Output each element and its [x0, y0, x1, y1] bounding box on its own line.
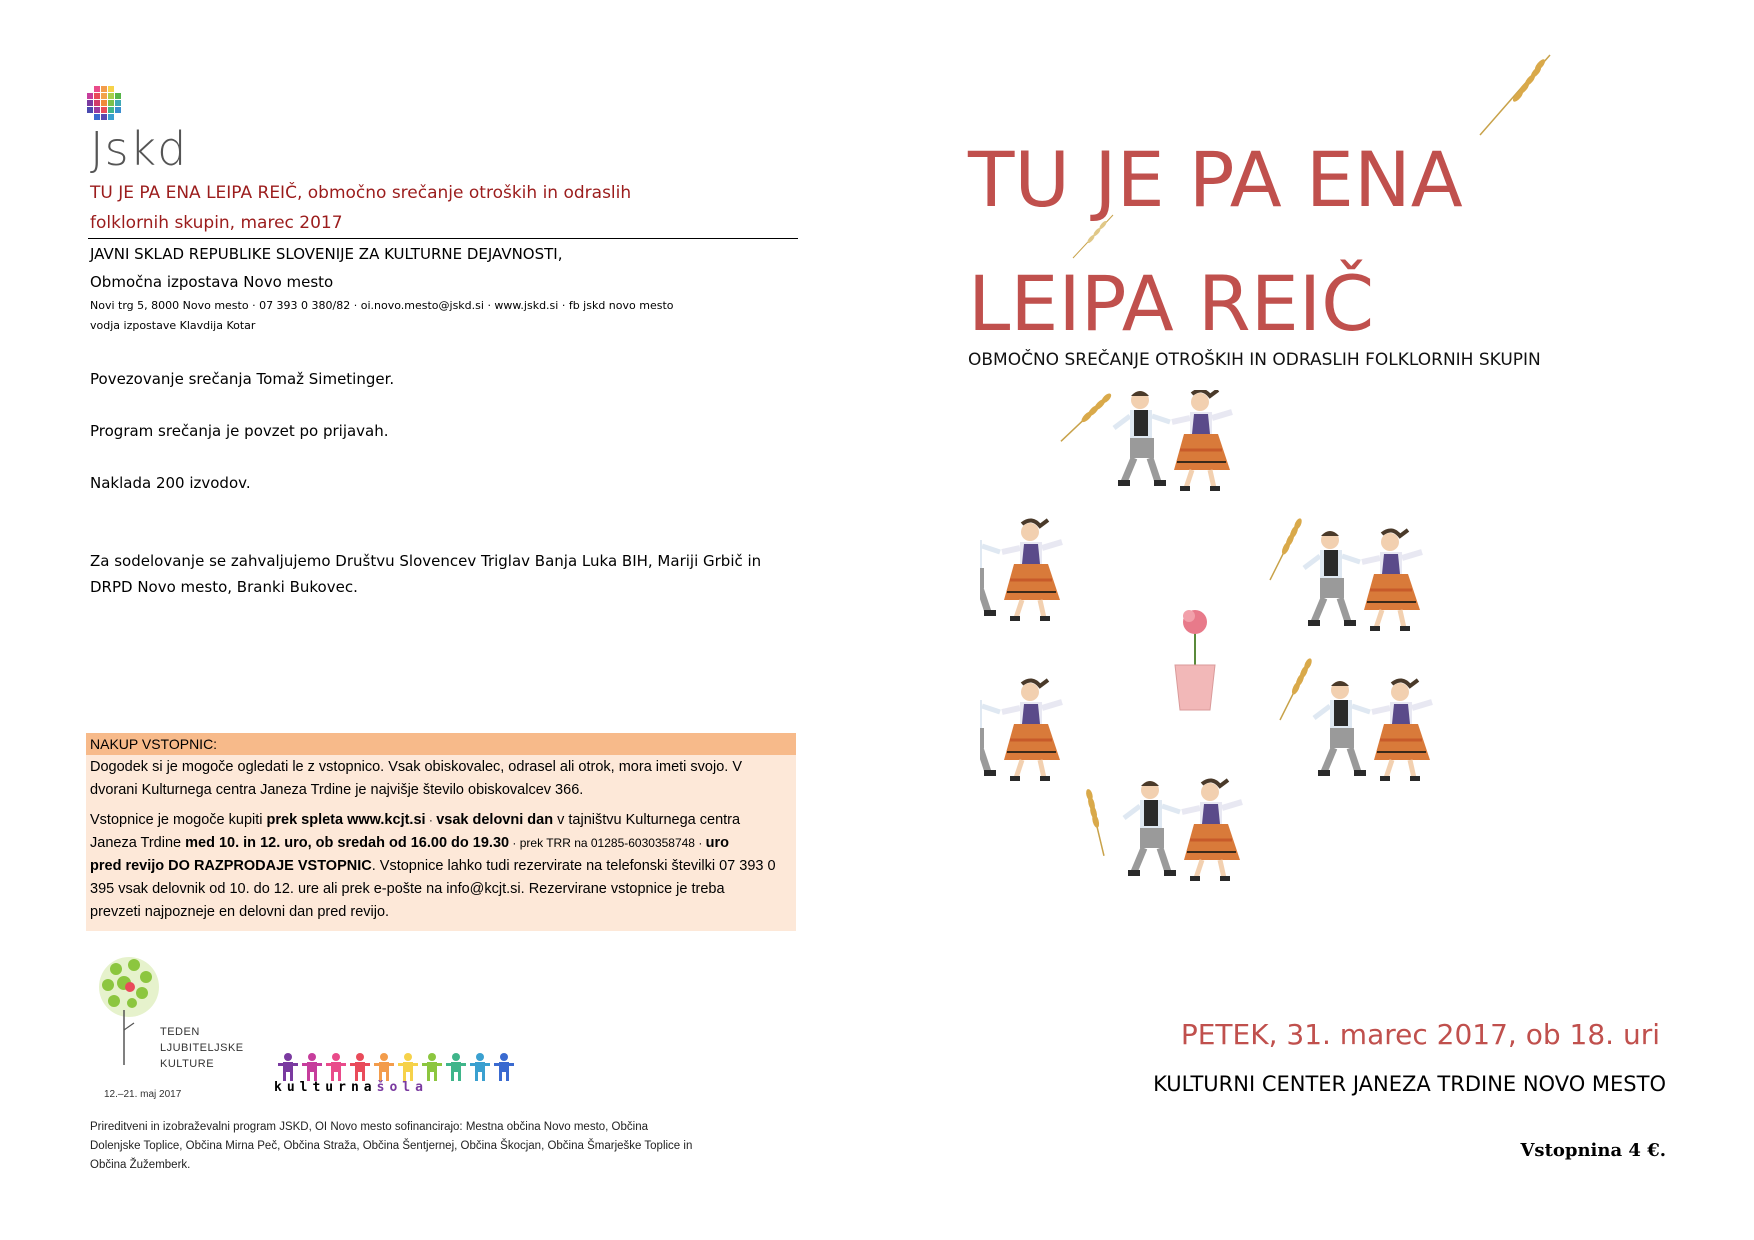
ticket-reserve-text-2: 395 vsak delovnik od 10. do 12. ure ali prek e-pošte na info@kcjt.si. Rezervirane vstopnice je treba	[90, 881, 725, 897]
kulturna-sola-people-icon	[278, 1052, 518, 1082]
folk-dancers-illustration	[980, 390, 1680, 1010]
event-title-line2: LEIPA REIČ	[968, 259, 1375, 348]
jskd-logo-text: Jskd	[90, 122, 188, 176]
header-divider	[88, 238, 798, 239]
contact-info	[90, 296, 790, 336]
ticket-text-2	[90, 809, 790, 924]
thanks-paragraph	[90, 548, 790, 600]
ticket-online-link[interactable]: prek spleta www.kcjt.si	[266, 812, 426, 828]
ticket-center-name: Janeza Trdine	[90, 835, 186, 851]
tree-logo-icon	[94, 955, 164, 1070]
event-title-line1: TU JE PA ENA	[968, 135, 1463, 224]
thanks-line1: Za sodelovanje se zahvaljujemo Društvu Slovencev Triglav Banja Luka BIH, Mariji Grbič in	[90, 552, 762, 570]
header-title	[90, 178, 710, 238]
tree-logo-dates: 12.–21. maj 2017	[104, 1089, 182, 1100]
event-subtitle: OBMOČNO SREČANJE OTROŠKIH IN ODRASLIH FOLKLORNIH SKUPIN	[968, 350, 1541, 370]
ticket-text-1-line2: dvorani Kulturnega centra Janeza Trdine je najvišje število obiskovalcev 366.	[90, 782, 584, 798]
thanks-line2: DRPD Novo mesto, Branki Bukovec.	[90, 578, 358, 596]
ticket-trr: · prek TRR na 01285-6030358748 ·	[509, 836, 706, 850]
event-venue: KULTURNI CENTER JANEZA TRDINE NOVO MESTO	[1153, 1072, 1666, 1096]
ticket-heading: NAKUP VSTOPNIC:	[86, 733, 796, 755]
ticket-text-1	[90, 756, 790, 802]
host-paragraph: Povezovanje srečanja Tomaž Simetinger.	[90, 370, 395, 388]
contact-line2: vodja izpostave Klavdija Kotar	[90, 319, 256, 332]
ticket-workday: vsak delovni dan	[436, 812, 554, 828]
ticket-hour-word: uro	[705, 835, 730, 851]
sola-word: šola	[376, 1080, 428, 1095]
wheat-ear-icon	[1470, 50, 1560, 140]
ticket-office-text: v tajništvu Kulturnega centra	[553, 812, 741, 828]
ticket-hours: med 10. in 12. uro, ob sredah od 16.00 do 19.30	[185, 835, 510, 851]
event-title	[968, 118, 1463, 366]
ticket-pickup-text: prevzeti najpozneje en delovni dan pred revijo.	[90, 904, 390, 920]
ticket-purchase-intro: Vstopnice je mogoče kupiti	[90, 812, 267, 828]
event-date: PETEK, 31. marec 2017, ob 18. uri	[1180, 1018, 1660, 1051]
contact-line1: Novi trg 5, 8000 Novo mesto · 07 393 0 380/82 · oi.novo.mesto@jskd.si · www.jskd.si · fb jskd novo mesto	[90, 299, 674, 312]
separator: ·	[425, 813, 437, 827]
footer-line2: Dolenjske Toplice, Občina Mirna Peč, Občina Straža, Občina Šentjernej, Občina Škocjan, Občina Šmarješke Toplice in	[90, 1140, 693, 1152]
tree-label-line3: KULTURE	[160, 1058, 215, 1070]
kulturna-sola-logo-text	[274, 1080, 428, 1095]
org-line2: Območna izpostava Novo mesto	[90, 273, 334, 291]
header-title-line1: TU JE PA ENA LEIPA REIČ, območno srečanje otroških in odraslih	[90, 183, 632, 203]
tree-logo-label	[160, 1024, 244, 1072]
funding-footer	[90, 1118, 790, 1175]
ticket-reserve-text: . Vstopnice lahko tudi rezervirate na telefonski številki 07 393 0	[371, 858, 776, 874]
org-line1: JAVNI SKLAD REPUBLIKE SLOVENIJE ZA KULTURNE DEJAVNOSTI,	[90, 245, 563, 263]
header-title-line2: folklornih skupin, marec 2017	[90, 213, 343, 233]
tree-label-line2: LJUBITELJSKE	[160, 1042, 244, 1054]
circulation-paragraph: Naklada 200 izvodov.	[90, 474, 251, 492]
ticket-price: Vstopnina 4 €.	[1520, 1140, 1666, 1161]
org-name	[90, 240, 790, 296]
footer-line3: Občina Žužemberk.	[90, 1159, 191, 1171]
tree-label-line1: TEDEN	[160, 1026, 200, 1038]
footer-line1: Prireditveni in izobraževalni program JSKD, OI Novo mesto sofinancirajo: Mestna občina Novo mesto, Občina	[90, 1121, 648, 1133]
kulturna-word: kulturna	[274, 1080, 377, 1095]
ticket-sellout: pred revijo DO RAZPRODAJE VSTOPNIC	[90, 858, 372, 874]
ticket-text-1-line1: Dogodek si je mogoče ogledati le z vstopnico. Vsak obiskovalec, odrasel ali otrok, mora imeti svojo. V	[90, 759, 743, 775]
program-paragraph: Program srečanja je povzet po prijavah.	[90, 422, 389, 440]
